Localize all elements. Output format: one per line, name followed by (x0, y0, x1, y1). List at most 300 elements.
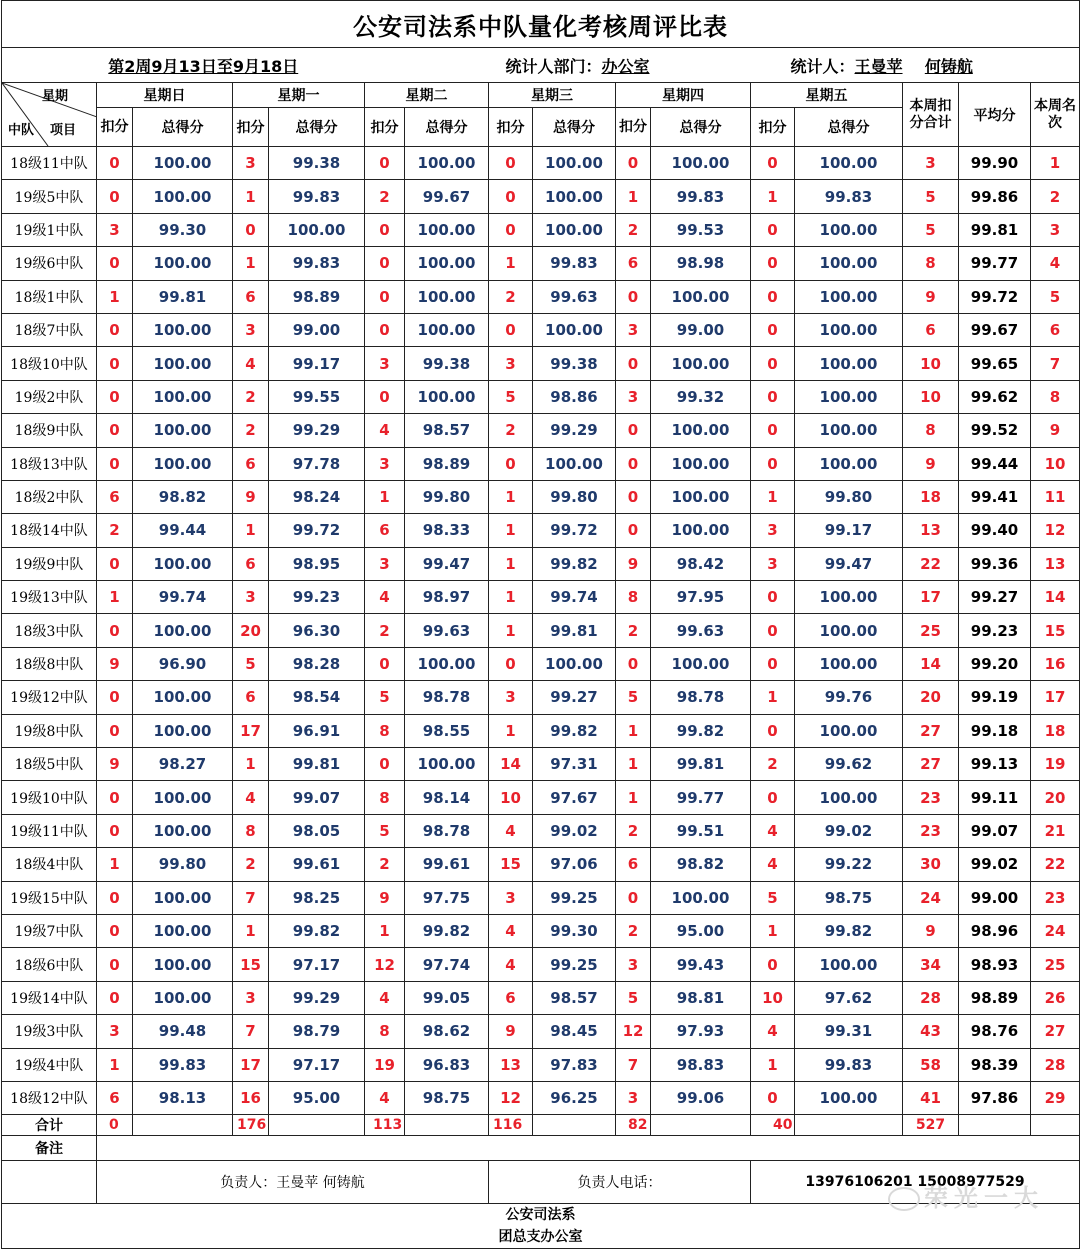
score-cell: 99.47 (405, 547, 489, 580)
totals-row (2, 1115, 1080, 1136)
deduct-cell: 9 (489, 1015, 533, 1048)
deduct-cell: 0 (365, 213, 405, 246)
deduct-cell: 0 (616, 447, 651, 480)
corner-week-label: 星期 (42, 89, 69, 104)
rank-cell: 28 (1031, 1048, 1080, 1081)
table-row (2, 848, 1080, 881)
table-row (2, 748, 1080, 781)
deduct-cell: 1 (616, 180, 651, 213)
score-cell: 98.45 (533, 1015, 616, 1048)
day-header: 星期一 (233, 83, 365, 108)
week-deduct-cell: 9 (903, 447, 959, 480)
score-cell: 99.82 (533, 547, 616, 580)
score-cell: 99.51 (651, 814, 751, 847)
deduct-cell: 2 (489, 414, 533, 447)
leader-names: 王曼苹 何铸航 (276, 1175, 365, 1192)
deduct-cell: 3 (489, 681, 533, 714)
deduct-cell: 6 (616, 848, 651, 881)
deduct-cell: 0 (751, 781, 795, 814)
score-cell: 100.00 (533, 647, 616, 680)
score-cell: 99.83 (533, 247, 616, 280)
deduct-cell: 0 (489, 313, 533, 346)
deduct-cell: 10 (489, 781, 533, 814)
team-name: 19级3中队 (2, 1015, 97, 1048)
total-cell: 0 (97, 1115, 133, 1136)
evaluation-table (1, 0, 1080, 1249)
deduct-cell: 0 (365, 380, 405, 413)
avg-header: 平均分 (959, 83, 1031, 147)
day-header: 星期日 (97, 83, 233, 108)
deduct-cell: 0 (97, 380, 133, 413)
score-cell: 99.23 (269, 581, 365, 614)
deduct-cell: 8 (616, 581, 651, 614)
score-cell: 98.33 (405, 514, 489, 547)
deduct-cell: 0 (489, 147, 533, 180)
deduct-cell: 6 (233, 280, 269, 313)
footer-line-2: 团总支办公室 (498, 1229, 583, 1246)
deduct-cell: 2 (616, 213, 651, 246)
score-cell: 98.14 (405, 781, 489, 814)
score-cell: 100.00 (795, 147, 903, 180)
rank-cell: 7 (1031, 347, 1080, 380)
deduct-cell: 1 (616, 748, 651, 781)
deduct-cell: 0 (233, 213, 269, 246)
score-cell: 100.00 (795, 781, 903, 814)
score-cell: 99.00 (269, 313, 365, 346)
deduct-cell: 1 (233, 514, 269, 547)
score-cell: 99.29 (269, 414, 365, 447)
deduct-cell: 4 (489, 914, 533, 947)
average-cell: 98.39 (959, 1048, 1031, 1081)
week-deduct-cell: 9 (903, 914, 959, 947)
deduct-cell: 1 (489, 480, 533, 513)
score-cell: 96.91 (269, 714, 365, 747)
deduct-cell: 0 (97, 180, 133, 213)
table-row (2, 1048, 1080, 1081)
score-cell: 99.83 (795, 1048, 903, 1081)
deduct-cell: 1 (489, 714, 533, 747)
deduct-cell: 3 (489, 881, 533, 914)
total-cell: 176 (233, 1115, 269, 1136)
deduct-cell: 3 (616, 380, 651, 413)
average-cell: 98.76 (959, 1015, 1031, 1048)
score-cell: 100.00 (651, 447, 751, 480)
score-header: 总得分 (405, 108, 489, 147)
score-cell: 99.81 (533, 614, 616, 647)
score-cell: 100.00 (651, 881, 751, 914)
score-cell: 100.00 (405, 313, 489, 346)
deduct-cell: 1 (489, 547, 533, 580)
week-deduct-cell: 8 (903, 247, 959, 280)
team-name: 19级7中队 (2, 914, 97, 947)
team-name: 18级10中队 (2, 347, 97, 380)
team-name: 18级4中队 (2, 848, 97, 881)
table-row (2, 981, 1080, 1014)
deduct-cell: 0 (97, 247, 133, 280)
table-row (2, 881, 1080, 914)
week-deduct-cell: 34 (903, 948, 959, 981)
deduct-cell: 0 (365, 313, 405, 346)
deduct-cell: 4 (489, 814, 533, 847)
deduct-cell: 0 (751, 380, 795, 413)
average-cell: 99.19 (959, 681, 1031, 714)
score-cell: 99.02 (533, 814, 616, 847)
average-cell: 99.18 (959, 714, 1031, 747)
average-cell: 99.40 (959, 514, 1031, 547)
table-row (2, 247, 1080, 280)
rank-header-text: 本周名次 (1034, 97, 1076, 131)
average-cell: 99.20 (959, 647, 1031, 680)
score-cell: 97.17 (269, 1048, 365, 1081)
deduct-cell: 0 (751, 414, 795, 447)
score-cell: 99.80 (533, 480, 616, 513)
average-cell: 99.13 (959, 748, 1031, 781)
score-cell: 100.00 (133, 147, 233, 180)
stat-name-1: 王曼苹 (854, 56, 903, 76)
deduct-cell: 5 (365, 681, 405, 714)
rank-cell: 24 (1031, 914, 1080, 947)
score-cell: 99.17 (269, 347, 365, 380)
score-cell: 100.00 (405, 380, 489, 413)
total-cell (795, 1115, 903, 1136)
deduct-cell: 14 (489, 748, 533, 781)
score-cell: 98.28 (269, 647, 365, 680)
average-cell: 99.52 (959, 414, 1031, 447)
score-cell: 99.82 (533, 714, 616, 747)
score-cell: 98.75 (795, 881, 903, 914)
team-name: 18级8中队 (2, 647, 97, 680)
deduct-cell: 1 (751, 681, 795, 714)
average-cell: 99.27 (959, 581, 1031, 614)
score-cell: 98.79 (269, 1015, 365, 1048)
dept-value: 办公室 (601, 56, 650, 76)
score-cell: 100.00 (651, 647, 751, 680)
deduct-cell: 0 (616, 347, 651, 380)
deduct-cell: 5 (233, 647, 269, 680)
deduct-cell: 0 (97, 881, 133, 914)
deduct-cell: 0 (97, 681, 133, 714)
footer-line-1: 公安司法系 (505, 1207, 576, 1224)
score-cell: 98.82 (133, 480, 233, 513)
team-name: 18级9中队 (2, 414, 97, 447)
week-deduct-cell: 6 (903, 313, 959, 346)
deduct-cell: 0 (97, 414, 133, 447)
deduct-cell: 0 (489, 647, 533, 680)
rank-cell: 17 (1031, 681, 1080, 714)
total-cell: 116 (489, 1115, 533, 1136)
score-cell: 100.00 (133, 614, 233, 647)
score-cell: 99.30 (133, 213, 233, 246)
deduct-cell: 2 (233, 848, 269, 881)
stat-info (751, 48, 1080, 83)
rank-cell: 4 (1031, 247, 1080, 280)
deduct-cell: 1 (751, 1048, 795, 1081)
score-cell: 99.81 (269, 748, 365, 781)
deduct-cell: 1 (97, 848, 133, 881)
score-cell: 98.95 (269, 547, 365, 580)
corner-cell (2, 83, 97, 147)
average-cell: 99.90 (959, 147, 1031, 180)
deduct-cell: 1 (97, 1048, 133, 1081)
table-row (2, 681, 1080, 714)
remark-label: 备注 (2, 1136, 97, 1161)
table-row (2, 914, 1080, 947)
average-cell: 99.72 (959, 280, 1031, 313)
deduct-cell: 9 (97, 748, 133, 781)
table-row (2, 414, 1080, 447)
corner-item-label: 项目 (50, 123, 77, 138)
week-range (2, 48, 405, 83)
deduct-cell: 8 (365, 714, 405, 747)
deduct-cell: 0 (751, 147, 795, 180)
week-deduct-cell: 10 (903, 380, 959, 413)
deduct-cell: 4 (751, 848, 795, 881)
score-cell: 100.00 (651, 514, 751, 547)
table-row (2, 614, 1080, 647)
score-cell: 100.00 (795, 948, 903, 981)
score-cell: 100.00 (533, 213, 616, 246)
table-row (2, 147, 1080, 180)
deduct-cell: 17 (233, 714, 269, 747)
remark-row (2, 1136, 1080, 1161)
score-cell: 99.53 (651, 213, 751, 246)
table-row (2, 480, 1080, 513)
signature-spacer (2, 1161, 97, 1204)
deduct-cell: 9 (233, 480, 269, 513)
score-cell: 99.31 (795, 1015, 903, 1048)
deduct-cell: 6 (489, 981, 533, 1014)
score-cell: 99.48 (133, 1015, 233, 1048)
table-row (2, 180, 1080, 213)
table-row (2, 280, 1080, 313)
average-cell: 98.96 (959, 914, 1031, 947)
score-cell: 97.78 (269, 447, 365, 480)
score-cell: 99.30 (533, 914, 616, 947)
deduct-header: 扣分 (233, 108, 269, 147)
deduct-cell: 6 (233, 547, 269, 580)
score-header: 总得分 (133, 108, 233, 147)
score-cell: 97.95 (651, 581, 751, 614)
week-deduct-cell: 17 (903, 581, 959, 614)
score-cell: 100.00 (795, 313, 903, 346)
rank-cell: 21 (1031, 814, 1080, 847)
score-cell: 100.00 (651, 147, 751, 180)
score-cell: 95.00 (651, 914, 751, 947)
deduct-cell: 3 (616, 948, 651, 981)
dept-label: 统计人部门： (505, 56, 602, 76)
score-cell: 99.83 (651, 180, 751, 213)
score-cell: 96.30 (269, 614, 365, 647)
rank-cell: 23 (1031, 881, 1080, 914)
score-cell: 97.93 (651, 1015, 751, 1048)
deduct-cell: 3 (233, 313, 269, 346)
score-cell: 99.72 (269, 514, 365, 547)
watermark (888, 1178, 1044, 1213)
score-cell: 100.00 (405, 280, 489, 313)
rank-cell: 1 (1031, 147, 1080, 180)
leader-label: 负责人： (220, 1175, 277, 1192)
deduct-cell: 2 (616, 914, 651, 947)
rank-cell: 9 (1031, 414, 1080, 447)
rank-cell: 15 (1031, 614, 1080, 647)
team-name: 18级11中队 (2, 147, 97, 180)
deduct-cell: 15 (489, 848, 533, 881)
average-cell: 99.00 (959, 881, 1031, 914)
score-cell: 98.54 (269, 681, 365, 714)
deduct-cell: 8 (365, 781, 405, 814)
week-deduct-cell: 5 (903, 213, 959, 246)
week-range-text: 第2周9月13日至9月18日 (108, 56, 299, 76)
rank-cell: 3 (1031, 213, 1080, 246)
score-cell: 99.61 (269, 848, 365, 881)
deduct-cell: 0 (751, 581, 795, 614)
deduct-cell: 1 (233, 180, 269, 213)
deduct-cell: 0 (97, 447, 133, 480)
score-cell: 98.89 (405, 447, 489, 480)
deduct-cell: 0 (751, 948, 795, 981)
score-cell: 99.81 (651, 748, 751, 781)
leader-cell (97, 1161, 489, 1204)
remark-content (97, 1136, 1080, 1161)
score-cell: 99.83 (795, 180, 903, 213)
deduct-cell: 0 (97, 547, 133, 580)
score-cell: 99.67 (405, 180, 489, 213)
score-cell: 100.00 (795, 380, 903, 413)
week-deduct-cell: 3 (903, 147, 959, 180)
deduct-cell: 1 (233, 748, 269, 781)
deduct-cell: 4 (489, 948, 533, 981)
score-cell: 99.63 (533, 280, 616, 313)
score-cell: 100.00 (405, 748, 489, 781)
week-deduct-cell: 24 (903, 881, 959, 914)
score-cell: 99.55 (269, 380, 365, 413)
total-cell (651, 1115, 751, 1136)
score-cell: 97.83 (533, 1048, 616, 1081)
deduct-cell: 0 (616, 147, 651, 180)
totals-label: 合计 (2, 1115, 97, 1136)
week-deduct-cell: 18 (903, 480, 959, 513)
rank-cell: 8 (1031, 380, 1080, 413)
table-row (2, 347, 1080, 380)
team-name: 18级14中队 (2, 514, 97, 547)
score-cell: 100.00 (651, 480, 751, 513)
score-cell: 100.00 (795, 247, 903, 280)
score-cell: 100.00 (133, 981, 233, 1014)
deduct-cell: 2 (365, 180, 405, 213)
deduct-cell: 0 (616, 647, 651, 680)
total-cell (533, 1115, 616, 1136)
deduct-cell: 5 (616, 981, 651, 1014)
score-cell: 99.38 (533, 347, 616, 380)
rank-cell: 20 (1031, 781, 1080, 814)
deduct-cell: 20 (233, 614, 269, 647)
total-cell (1031, 1115, 1080, 1136)
team-name: 19级6中队 (2, 247, 97, 280)
score-cell: 100.00 (795, 213, 903, 246)
deduct-cell: 4 (751, 814, 795, 847)
deduct-cell: 5 (616, 681, 651, 714)
deduct-cell: 5 (751, 881, 795, 914)
score-cell: 98.75 (405, 1081, 489, 1114)
score-cell: 100.00 (133, 781, 233, 814)
deduct-cell: 1 (489, 247, 533, 280)
deduct-cell: 6 (233, 447, 269, 480)
total-cell (269, 1115, 365, 1136)
deduct-cell: 0 (751, 347, 795, 380)
deduct-cell: 0 (365, 147, 405, 180)
table-row (2, 581, 1080, 614)
score-cell: 99.81 (133, 280, 233, 313)
day-header: 星期五 (751, 83, 903, 108)
deduct-cell: 2 (616, 814, 651, 847)
deduct-cell: 1 (751, 914, 795, 947)
average-cell: 99.02 (959, 848, 1031, 881)
score-cell: 98.42 (651, 547, 751, 580)
deduct-cell: 0 (751, 247, 795, 280)
deduct-cell: 0 (751, 1081, 795, 1114)
deduct-cell: 0 (616, 414, 651, 447)
deduct-cell: 12 (489, 1081, 533, 1114)
score-cell: 100.00 (795, 647, 903, 680)
average-cell: 99.36 (959, 547, 1031, 580)
score-cell: 97.06 (533, 848, 616, 881)
week-deduct-cell: 58 (903, 1048, 959, 1081)
deduct-cell: 15 (233, 948, 269, 981)
score-cell: 99.83 (133, 1048, 233, 1081)
dept-info (405, 48, 751, 83)
deduct-cell: 6 (97, 480, 133, 513)
deduct-cell: 0 (97, 614, 133, 647)
team-name: 19级9中队 (2, 547, 97, 580)
total-cell (405, 1115, 489, 1136)
average-cell: 99.44 (959, 447, 1031, 480)
deduct-cell: 4 (365, 981, 405, 1014)
rank-cell: 6 (1031, 313, 1080, 346)
score-cell: 99.77 (651, 781, 751, 814)
score-cell: 99.27 (533, 681, 616, 714)
data-rows (2, 147, 1080, 1115)
deduct-cell: 4 (233, 781, 269, 814)
deduct-header: 扣分 (489, 108, 533, 147)
deduct-cell: 4 (233, 347, 269, 380)
score-cell: 99.63 (651, 614, 751, 647)
score-cell: 97.17 (269, 948, 365, 981)
deduct-cell: 1 (489, 514, 533, 547)
score-cell: 97.62 (795, 981, 903, 1014)
team-name: 18级7中队 (2, 313, 97, 346)
score-cell: 99.62 (795, 748, 903, 781)
week-deduct-cell: 23 (903, 814, 959, 847)
deduct-header: 扣分 (751, 108, 795, 147)
team-name: 19级12中队 (2, 681, 97, 714)
deduct-cell: 1 (365, 914, 405, 947)
deduct-cell: 0 (97, 347, 133, 380)
score-cell: 99.83 (269, 180, 365, 213)
deduct-cell: 0 (751, 647, 795, 680)
table-row (2, 447, 1080, 480)
table-row (2, 380, 1080, 413)
score-cell: 98.97 (405, 581, 489, 614)
deduct-cell: 0 (97, 948, 133, 981)
average-cell: 99.41 (959, 480, 1031, 513)
info-row (2, 48, 1080, 83)
score-cell: 100.00 (133, 881, 233, 914)
wechat-icon (888, 1187, 920, 1211)
total-cell (133, 1115, 233, 1136)
deduct-cell: 0 (751, 213, 795, 246)
score-cell: 100.00 (133, 347, 233, 380)
score-cell: 99.25 (533, 881, 616, 914)
